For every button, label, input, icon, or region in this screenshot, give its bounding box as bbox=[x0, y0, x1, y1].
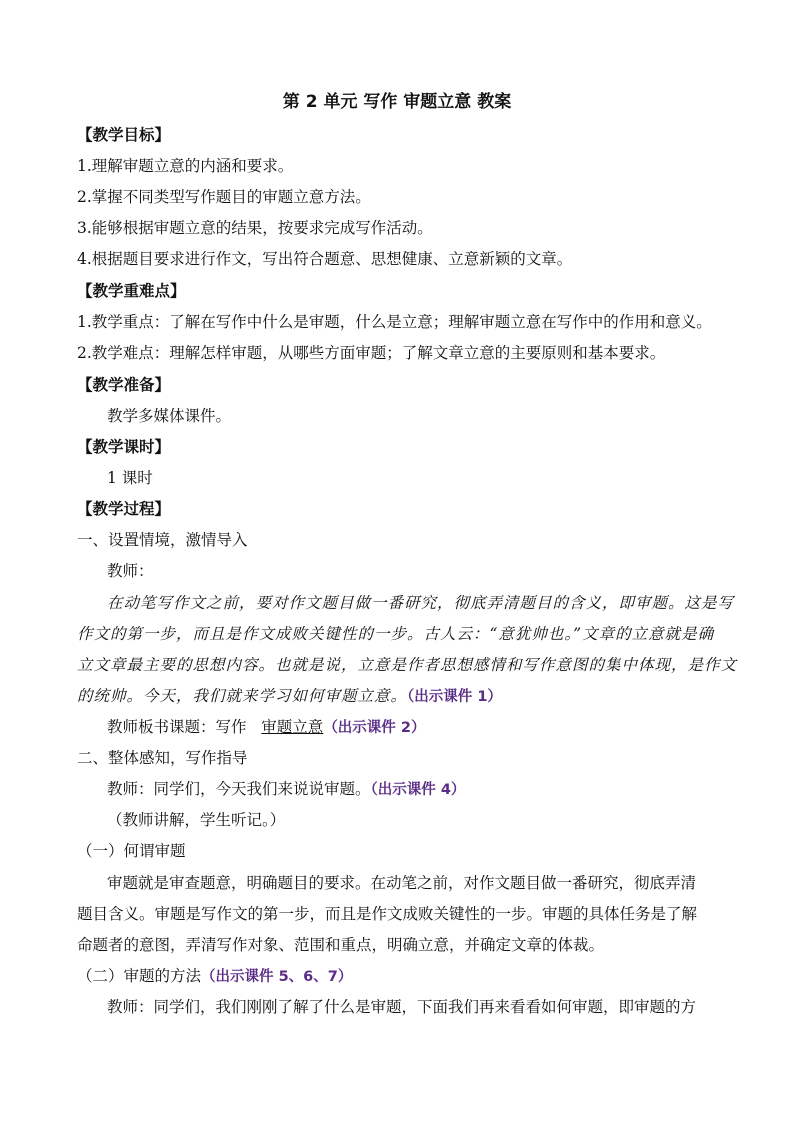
subsection1-line: 题目含义。审题是写作文的第一步，而且是作文成败关键性的一步。审题的具体任务是了解 bbox=[77, 905, 698, 923]
teacher-speech: 教师：同学们，今天我们来说说审题。 bbox=[107, 780, 371, 798]
section1-paragraph-line: 立文章最主要的思想内容。也就是说，立意是作者思想感情和写作意图的集中体现，是作文 bbox=[77, 656, 738, 674]
objective-item: 4.根据题目要求进行作文，写出符合题意、思想健康、立意新颖的文章。 bbox=[77, 250, 573, 268]
hours-text: 1 课时 bbox=[107, 469, 153, 487]
section1-paragraph-line: 作文的第一步，而且是作文成败关键性的一步。古人云：“意犹帅也。”文章的立意就是确 bbox=[77, 625, 715, 643]
preparation-heading: 【教学准备】 bbox=[77, 376, 171, 394]
document-title: 第 2 单元 写作 审题立意 教案 bbox=[282, 92, 512, 112]
board-line bbox=[107, 717, 425, 738]
section2-title: 二、整体感知，写作指导 bbox=[77, 749, 248, 767]
courseware-ref: （出示课件 4） bbox=[370, 782, 466, 798]
subsection2-title: （二）审题的方法 bbox=[77, 967, 202, 985]
process-heading: 【教学过程】 bbox=[77, 500, 171, 518]
key-point-item: 1.教学重点：了解在写作中什么是审题，什么是立意；理解审题立意在写作中的作用和意义。 bbox=[77, 313, 712, 331]
preparation-text: 教学多媒体课件。 bbox=[107, 407, 232, 425]
courseware-ref: （出示课件 2） bbox=[323, 720, 426, 736]
objective-item: 2.掌握不同类型写作题目的审题立意方法。 bbox=[77, 188, 371, 206]
section1-speaker: 教师： bbox=[107, 562, 154, 580]
courseware-ref: （出示课件 5、6、7） bbox=[201, 969, 353, 985]
subsection2-line: 教师：同学们，我们刚刚了解了什么是审题，下面我们再来看看如何审题，即审题的方 bbox=[107, 998, 697, 1016]
objective-item: 3.能够根据审题立意的结果，按要求完成写作活动。 bbox=[77, 219, 433, 237]
hours-heading: 【教学课时】 bbox=[77, 438, 171, 456]
subsection1-title: （一）何谓审题 bbox=[77, 842, 186, 860]
key-point-item: 2.教学难点：理解怎样审题，从哪些方面审题；了解文章立意的主要原则和基本要求。 bbox=[77, 344, 666, 362]
section1-paragraph-line: 在动笔写作文之前，要对作文题目做一番研究，彻底弄清题目的含义，即审题。这是写 bbox=[107, 594, 735, 612]
objectives-heading: 【教学目标】 bbox=[77, 126, 171, 144]
courseware-ref: （出示课件 1） bbox=[407, 689, 502, 705]
section2-note: （教师讲解，学生听记。） bbox=[107, 811, 286, 829]
subsection1-line: 审题就是审查题意，明确题目的要求。在动笔之前，对作文题目做一番研究，彻底弄清 bbox=[107, 874, 697, 892]
section1-title: 一、设置情境，激情导入 bbox=[77, 531, 248, 549]
section1-paragraph-last bbox=[77, 686, 502, 707]
subsection1-line: 命题者的意图，弄清写作对象、范围和重点，明确立意，并确定文章的体裁。 bbox=[77, 936, 605, 954]
board-topic: 审题立意 bbox=[261, 718, 324, 736]
key-points-heading: 【教学重难点】 bbox=[77, 282, 186, 300]
board-prefix: 教师板书课题：写作 bbox=[107, 718, 247, 736]
objective-item: 1.理解审题立意的内涵和要求。 bbox=[77, 157, 294, 175]
section1-paragraph-line: 的统帅。今天，我们就来学习如何审题立意。 bbox=[77, 687, 408, 705]
section2-teacher-line bbox=[107, 779, 465, 800]
subsection2-heading bbox=[77, 966, 352, 987]
